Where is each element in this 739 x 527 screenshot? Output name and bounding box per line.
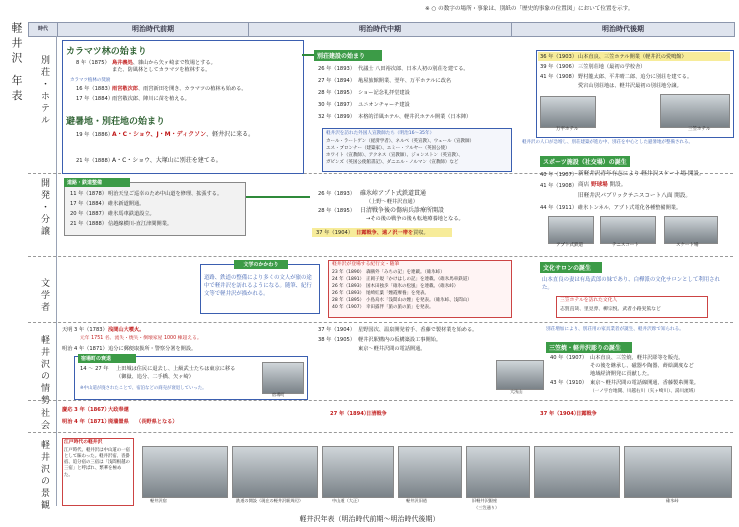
villa-middle-text-3: ユニオンチャーチ建設 <box>358 102 410 108</box>
villa-early-e1-text: 、雜山から矢ヶ崎まで牧場とする。 <box>132 60 216 66</box>
literati-name-5: 幸田露伴「旅の旅の旅」 <box>366 305 416 310</box>
dev-middle-highlight-red2: 遠ノ沢一帯を <box>381 230 414 236</box>
dev-middle-text-2: 日清戦争後の傷病兵診療所開設 <box>360 207 445 214</box>
society-e2-sub: （長野県となる） <box>136 419 178 425</box>
info-mid-year-0: 37 年（1904） <box>318 327 356 333</box>
villa-early-e1-text2: また、防風林としてカラマツを植林する。 <box>112 67 211 73</box>
literati-title1: 文学のかかわり <box>234 260 288 269</box>
dev-early-text-1: 碓氷新道開通。 <box>108 201 145 207</box>
villa-early-e2 <box>112 86 247 93</box>
decline-foot: ※中山道が廃されたことで、宿泊などの商売が衰退していった。 <box>80 386 207 391</box>
villa-early-e1-note: カラマツ植林の奨励 <box>70 78 111 83</box>
literati-text-0: を連載。（碓氷峠） <box>406 270 445 275</box>
dev-early-title: 道路・鉄道整備 <box>64 178 130 187</box>
society-e2-text: 廃藩置県 <box>108 419 129 425</box>
villa-early-e4-red: A・C・ショウ、J・M・ディクソン <box>112 131 207 138</box>
photo-caption-skate: スケート場 <box>676 243 699 248</box>
dev-early-year-3: 21 年（1888） <box>70 221 108 227</box>
dev-middle-text-3: →その後の戦争の後も転地療養地となる。 <box>366 216 464 222</box>
header-late: 明治時代後期 <box>511 22 735 37</box>
literati-list-year-1: 24 年（1891） <box>332 277 365 282</box>
villa-middle-year-3: 30 年（1897） <box>318 102 356 108</box>
villa-early-e4 <box>112 131 254 139</box>
info-late-title: 三笠焼・軽井沢彫りの誕生 <box>546 342 632 353</box>
arrow-connector <box>302 54 314 56</box>
row-label-dev: 開発・分譲 <box>39 178 49 238</box>
scenery-photo-6 <box>624 446 732 498</box>
dev-early-text-0: 明治天皇ご巡幸のため中山道を修理、拡張する。 <box>108 191 223 197</box>
dev-late-text-3: 碓氷トンネル、アプト式電化各種整備開業。 <box>578 205 682 211</box>
dev-late-text-1a: 商店 <box>578 182 591 188</box>
society-e4-year: 37 年（1904） <box>540 411 580 417</box>
info-e2-year: 明治 4 年（1871） <box>62 346 108 352</box>
scenery-caption-1: 鉄道の開設（現在の軽井沢駅周辺） <box>236 498 304 503</box>
dev-late-title: スポーツ施設（社交場）の誕生 <box>540 156 630 167</box>
photo-asama <box>496 360 544 390</box>
info-late-year-3: 43 年（1910） <box>550 380 588 386</box>
dev-middle-text-0: 碓氷峠アプト式鉄道貫通 <box>360 190 427 197</box>
foreigner-line-0: カール・ラートゲン（経済学者）、ネルベ（英宣教）、ウェール（宣教師） <box>326 139 474 144</box>
photo-caption-manpei: 万平ホテル <box>556 127 579 132</box>
arrow-connector <box>246 196 310 198</box>
society-e1-text: 大政奉還 <box>108 407 129 413</box>
photo-skate <box>664 216 718 244</box>
villa-early-title1: カラマツ林の始まり <box>66 47 147 57</box>
literati-list-item-1 <box>366 277 472 283</box>
dev-early-text-3: 信越線横川-直江津間開業。 <box>108 221 173 227</box>
villa-late-text-0: 山本直良、三笠ホテル開業（軽井沢の愛鳴館） <box>578 54 687 60</box>
info-mid-text-2: 東京～軽井沢間の電話開通。 <box>358 346 426 352</box>
villa-early-e1 <box>112 60 216 67</box>
literati-text-4: を発表。（碓氷峠、浅間山） <box>415 298 472 303</box>
salon-text: 山本直良の妻は有島武郎の妹であり、白樺派の文化サロンとして利用された。 <box>542 277 720 292</box>
literati-text-1: を連載。（碓氷馬車鉄道） <box>420 277 472 282</box>
row-label-villa: 別荘・ホテル <box>39 55 49 127</box>
photo-mikasa-hotel <box>660 94 730 128</box>
row-label-society: 社会 <box>39 408 49 432</box>
society-e3-text: 日清戦争 <box>366 411 387 417</box>
society-e1-year: 慶応 3 年（1867） <box>62 407 110 413</box>
header-middle: 明治時代中期 <box>248 22 512 37</box>
villa-early-e3-year: 17 年（1884） <box>76 96 114 102</box>
scenery-photo-4 <box>466 446 530 498</box>
dev-late-year-0: 40 年（1907） <box>540 172 578 178</box>
row-label-scenery: 軽井沢の景観 <box>39 440 49 512</box>
villa-early-e4-year: 19 年（1886） <box>76 132 114 138</box>
villa-middle-year-0: 26 年（1893） <box>318 66 356 72</box>
photo-caption-apt: アプト式鉄道 <box>556 243 583 248</box>
dev-late-text-0: 新軽井沢青年有志により 軽井沢スケート場 開設。 <box>578 171 705 177</box>
literati-text-2: を連載。（碓氷峠） <box>420 284 459 289</box>
dev-late-text-2: 旧軽井沢パブリックテニスコート八面 開設。 <box>578 193 691 199</box>
page-title: 軽井沢 年表 <box>10 22 23 105</box>
scenery-title: 江戸時代の軽井沢 <box>64 440 103 445</box>
dev-late-text-1 <box>578 182 626 189</box>
literati-text1: 道路、鉄道の整備により多くの文人が旅の途中で軽井沢を訪れるようになる。随筆、紀行文等で軽井沢が描かれる。 <box>204 275 312 298</box>
villa-middle-title: 別荘建設の始まり <box>314 50 382 61</box>
dev-late-year-1: 41 年（1908） <box>540 183 578 189</box>
literati-text-3: を発表。 <box>411 291 429 296</box>
info-e1-sub: 元年 1751 名、流失・焼失・倒壊家屋 1000 棟超える。 <box>80 336 202 341</box>
photo-post-town <box>262 362 304 394</box>
decline-title: 宿場町の衰退 <box>78 354 136 363</box>
villa-late-text-2: 野村龍太郎、平井晴二郎、追分に別荘を建てる。 <box>578 74 693 80</box>
villa-late-text-3: 愛宕山別荘地は、軽井沢最初の別荘地分譲。 <box>578 83 682 89</box>
row-divider <box>28 256 733 257</box>
dev-middle-highlight-tail: 買収。 <box>413 230 429 236</box>
header-early: 明治時代前期 <box>57 22 249 37</box>
column-divider <box>56 36 57 506</box>
footer-caption: 軽井沢年表（明治時代前期～明治時代後期） <box>299 515 440 523</box>
dev-late-text-1-red: 野球場 <box>590 182 608 188</box>
literati-list-title: 軽井沢が登場する紀行文・随筆 <box>332 262 400 267</box>
row-label-info: 軽井沢の情勢 <box>39 335 49 407</box>
literati-name-0: 森鷗外「みちの記」 <box>366 270 407 275</box>
society-e4-text: 日露戦争 <box>576 411 597 417</box>
dev-middle-year-2: 28 年（1895） <box>318 208 356 214</box>
villa-middle-year-2: 28 年（1895） <box>318 90 356 96</box>
villa-early-e4-text: 、軽井沢に来る。 <box>206 131 255 138</box>
dev-late-year-3: 44 年（1911） <box>540 205 578 211</box>
info-e2-text: 追分に郵便取扱所・警察分署を開設。 <box>108 346 197 352</box>
dev-middle-text-1: （上野～軽井沢直通） <box>366 199 418 205</box>
villa-middle-text-2: ショー記念礼拝堂建設 <box>358 90 410 96</box>
villa-middle-text-4: 本格的洋風ホテル、軽井沢ホテル開業（日本陣） <box>358 114 472 120</box>
row-divider <box>28 322 733 323</box>
info-late-text-2: 地域経済開発に貢献した。 <box>590 371 653 377</box>
foreigners-title: 軽井沢を訪れた外国人宣教師たち（明治16～35年） <box>326 131 435 136</box>
literati-list-item-2 <box>366 284 458 290</box>
scenery-caption-2: 中山道（大正） <box>332 498 362 503</box>
photo-apt-railway <box>548 216 594 244</box>
villa-middle-text-1: 亀屋旅館開業、翌年、万平ホテルに改名 <box>358 78 452 84</box>
villa-middle-year-4: 32 年（1899） <box>318 114 356 120</box>
villa-late-year-0: 36 年（1903） <box>540 54 578 60</box>
society-e2-year: 明治 4 年（1871） <box>62 419 110 425</box>
info-late-note: 別荘増加により、別荘用の家具業者が誕生、軽井沢彫で知られる。 <box>546 327 684 332</box>
literati-name-4: 小島烏水「浅間山の煙」 <box>366 298 416 303</box>
info-mid-year-1: 38 年（1905） <box>318 337 356 343</box>
top-note: ※ ○ の数字の場所・事象は、別紙の「歴史的事象の位置図」において位置を示す。 <box>425 6 634 12</box>
dev-early-year-1: 17 年（1884） <box>70 201 108 207</box>
scenery-photo-1 <box>232 446 318 498</box>
foreigner-line-3: ガビンズ（英国公使館書記）、ダニエル・ノルマン（宣教師）など <box>326 160 459 165</box>
literati-text-5: を発表。 <box>415 305 434 310</box>
villa-middle-text-0: 代議士 八田裕次郎、日本人初の別荘を建てる。 <box>358 66 469 72</box>
photo-caption-mikasa: 三笠ホテル <box>688 127 711 132</box>
villa-early-e1-year: 8 年（1875） <box>76 60 110 66</box>
photo-manpei-hotel <box>540 96 596 128</box>
decline-text1: 上田城は住民に退去し、上級武士たちは東京に移る <box>116 366 236 372</box>
villa-early-title2: 避暑地・別荘地の始まり <box>66 117 166 127</box>
literati-list-item-3 <box>366 291 429 297</box>
foreigner-line-1: エス・ブロンナー（建築家）、エミー・フルヤー（英国公使） <box>326 146 450 151</box>
villa-late-footnote: 軽井沢の人口が急増し、別荘建築が進む中、別荘を中心とした避暑地が整備される。 <box>522 140 693 145</box>
row-divider <box>28 432 733 433</box>
dev-early-year-2: 20 年（1887） <box>70 211 108 217</box>
info-mid-text-1: 軽井沢駅構内の仮構築設工事開始。 <box>358 337 442 343</box>
literati-list-item-5 <box>366 305 434 311</box>
salon-sub: 三笠ホテルを訪れた文化人 <box>560 298 618 303</box>
villa-late-text-1: 三笠別荘地（最初の学校舎） <box>578 64 646 70</box>
row-divider <box>28 400 733 401</box>
villa-early-e2-red: 雨宮敬次郎 <box>112 86 138 92</box>
literati-name-2: 国木田独歩「碓氷の松風」 <box>366 284 420 289</box>
dev-late-text-1b: 開設。 <box>607 182 627 188</box>
literati-name-1: 正岡子規「かけはしの記」 <box>366 277 420 282</box>
scenery-caption-5: （三笠通り） <box>474 505 500 510</box>
scenery-photo-0 <box>142 446 228 498</box>
literati-list-year-5: 40 年（1907） <box>332 305 365 310</box>
salon-title: 文化サロンの誕生 <box>540 262 602 273</box>
literati-list-item-4 <box>366 298 472 304</box>
villa-early-e3: 雨宮敬次郎、陣川に苗を植える。 <box>112 96 190 102</box>
info-late-text-1: その後を継承し、磁器や陶器、蒔絵調度など <box>590 363 694 369</box>
row-label-literati: 文学者 <box>39 278 49 314</box>
info-e1-text: 浅間山大噴火。 <box>108 327 145 333</box>
info-mid-text-0: 星野国次、温泉開発着手、香藤で製材業を始める。 <box>358 327 478 333</box>
info-late-text-4: （一ノ宇台地開、川越右川（矢ヶ崎川）、湯川流域） <box>590 389 698 394</box>
scenery-caption-3: 軽井沢旧道 <box>406 498 427 503</box>
scenery-caption-0: 軽井沢宿 <box>150 498 167 503</box>
dev-middle-highlight-year: 37 年（1904） <box>316 230 354 236</box>
scenery-photo-5 <box>534 446 620 498</box>
villa-early-e1-red: 鳥井義処 <box>112 60 133 66</box>
scenery-caption-6: 碓氷峠 <box>666 498 679 503</box>
villa-early-e5-year: 21 年（1888） <box>76 158 114 164</box>
scenery-photo-3 <box>398 446 462 498</box>
literati-name-3: 尾崎紅葉「煙霞療養」 <box>366 291 411 296</box>
photo-tennis <box>600 216 656 244</box>
literati-list-year-2: 26 年（1893） <box>332 284 365 289</box>
society-e3-year: 27 年（1894） <box>330 411 370 417</box>
photo-caption-asama: 大浅山 <box>510 389 523 394</box>
dev-middle-highlight-red: 日露戦争、 <box>356 230 382 236</box>
literati-list-item-0 <box>366 270 445 276</box>
villa-early-e2-text: 、雨宮新田を開き、カラマツの植林も始める。 <box>137 86 247 92</box>
info-late-text-3: 東京～軽井沢間の電話線開通、香藤製糸開業。 <box>590 380 699 386</box>
dev-early-text-2: 碓氷馬車鉄道設立。 <box>108 211 155 217</box>
villa-middle-year-1: 27 年（1894） <box>318 78 356 84</box>
info-e1-year: 天明 3 年（1783） <box>62 327 108 333</box>
decline-year: 14 ～ 27 年 <box>80 366 109 372</box>
literati-list-year-3: 26 年（1893） <box>332 291 365 296</box>
dev-middle-year-0: 26 年（1893） <box>318 191 356 197</box>
villa-late-year-1: 39 年（1906） <box>540 64 578 70</box>
villa-early-e2-year: 16 年（1883） <box>76 86 114 92</box>
photo-caption-tennis: テニスコート <box>612 243 639 248</box>
literati-list-year-0: 23 年（1890） <box>332 270 365 275</box>
salon-names: 志賀直哉、里見弴、柳宗悦、武者小路実篤など <box>560 307 661 312</box>
scenery-photo-2 <box>322 446 394 498</box>
header-period: 時代 <box>28 22 58 37</box>
scenery-text: 江戸時代、軽井沢は中山道の一宿として賑わった。軽井沢宿、沓掛宿、追分宿の三宿は「浅間根越の三宿」と呼ばれ、繁華を極めた。 <box>64 448 130 478</box>
info-late-year-0: 40 年（1907） <box>550 355 588 361</box>
scenery-caption-4: 旧軽井沢銀座 <box>472 498 498 503</box>
decline-text2: （御嶽、追分、二手橋、矢ヶ崎） <box>116 374 194 380</box>
foreigner-line-2: ホワイト（宣教師）、アクネス（宣教師）、ジョンストン（英宣教）、 <box>326 153 463 158</box>
villa-late-year-2: 41 年（1908） <box>540 74 578 80</box>
dev-early-year-0: 11 年（1878） <box>70 191 108 197</box>
villa-early-e5: A・C・ショウ、大塚山に別荘を建てる。 <box>112 157 222 164</box>
photo-caption-post-town: 宿場町 <box>272 392 285 397</box>
info-late-text-0: 山本直良、三笠焼、軽井沢彫等を販売。 <box>590 355 684 361</box>
dev-middle-highlight-text <box>356 230 429 237</box>
literati-list-year-4: 28 年（1895） <box>332 298 365 303</box>
